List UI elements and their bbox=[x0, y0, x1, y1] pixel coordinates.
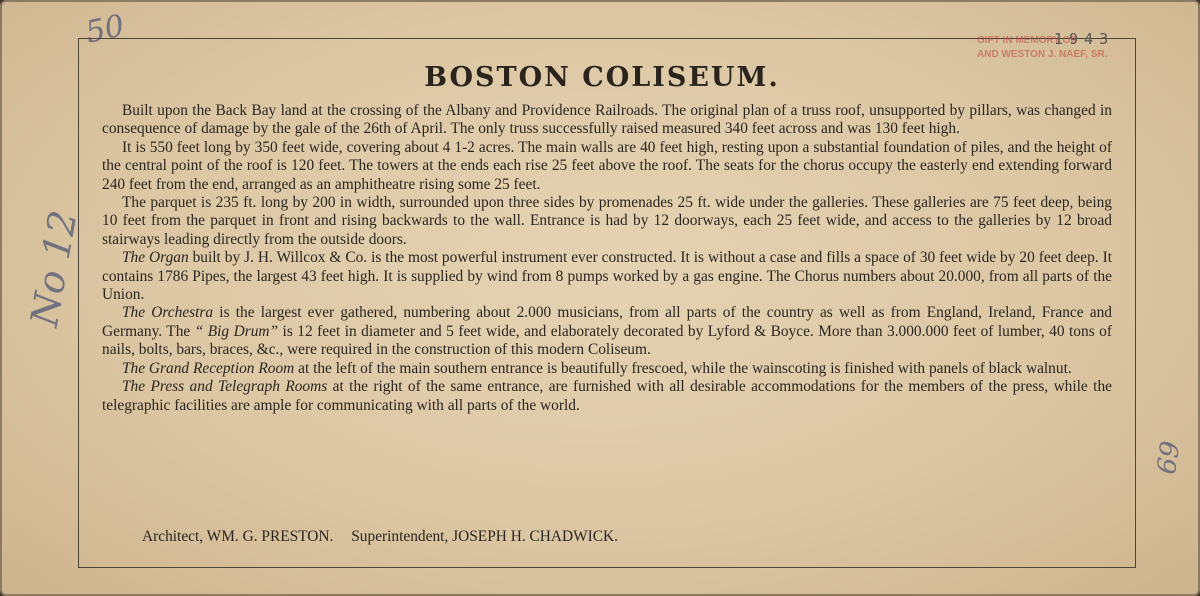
press-heading: The Press and Telegraph Rooms bbox=[122, 378, 328, 396]
stamp-line: GIFT IN MEMORY OF bbox=[977, 35, 1077, 46]
superintendent-credit: Superintendent, JOSEPH H. CHADWICK. bbox=[351, 528, 619, 545]
organ-heading: The Organ bbox=[122, 249, 189, 267]
organ-text: built by J. H. Willcox & Co. is the most powerful instrument ever constructed. It is without a case and fills a space of 30 feet wide by 20 feet deep. It contains 1786 Pipes, the largest 43 feet high. It is supplied by wind from 8 pumps worked by a gas engine. The Chorus numbers about 20.000, from all parts of the Union. bbox=[102, 249, 1112, 304]
handwritten-number: 50 bbox=[82, 8, 128, 51]
paragraph-dimensions: It is 550 feet long by 350 feet wide, covering about 4 1-2 acres. The main walls are 40 feet high, resting upon a substantial foundation of piles, and the height of the central point of the roof is 120 feet. The towers at the ends each rise 25 feet above the roof. The seats for the chorus occupy the easterly end extending forward 240 feet from the end, arranged as an amphitheatre rising some 25 feet. bbox=[102, 138, 1112, 193]
orchestra-heading: The Orchestra bbox=[122, 304, 214, 322]
press-text: at the right of the same entrance, are furnished with all desirable accommodations for the members of the press, while the telegraphic facilities are ample for communicating with all parts of the world. bbox=[102, 378, 1112, 414]
orchestra-text-rest: is 12 feet in diameter and 5 feet wide, and elaborately decorated by Lyford & Boyce. More than 3.000.000 feet of lumber, 40 tons of nails, bolts, bars, braces, &c., were required in the construction of this modern Coliseum. bbox=[102, 322, 1112, 359]
catalog-number: 1943 bbox=[1054, 30, 1115, 48]
paragraph-location: Built upon the Back Bay land at the crossing of the Albany and Providence Railroads. The original plan of a truss roof, unsupported by pillars, was changed in consequence of damage by the gale of the 26th of April. The only truss successfully raised measured 340 feet across and was 130 feet high. bbox=[102, 102, 1112, 138]
description-text bbox=[102, 102, 1112, 415]
handwritten-note: No 12 bbox=[22, 207, 86, 330]
handwritten-number-right: 69 bbox=[1152, 439, 1187, 477]
credits-line bbox=[142, 528, 632, 546]
big-drum-label: “ Big Drum” bbox=[194, 322, 279, 340]
paragraph-reception bbox=[102, 360, 1112, 378]
architect-credit: Architect, WM. G. PRESTON. bbox=[142, 528, 334, 545]
gift-stamp bbox=[977, 34, 1177, 62]
reception-heading: The Grand Reception Room bbox=[122, 359, 295, 377]
stamp-line: AND WESTON J. NAEF, SR. bbox=[977, 49, 1108, 60]
paragraph-press bbox=[102, 378, 1112, 415]
paragraph-organ bbox=[102, 249, 1112, 304]
orchestra-text: is the largest ever gathered, numbering about 2.000 musicians, from all parts of the country as well as from England, Ireland, France and Germany. The bbox=[102, 304, 1112, 340]
card-title: BOSTON COLISEUM. bbox=[424, 62, 780, 93]
reception-text: at the left of the main southern entrance is beautifully frescoed, while the wainscoting is finished with panels of black walnut. bbox=[294, 359, 1072, 377]
paragraph-parquet: The parquet is 235 ft. long by 200 in width, surrounded upon three sides by promenades 25 ft. wide under the galleries. These galleries are 75 feet deep, being 10 feet from the parquet in front and rising backwards to the wall. Entrance is had by 12 doorways, each 25 feet wide, and access to the galleries by 12 broad stairways leading directly from the outside doors. bbox=[102, 194, 1112, 248]
paragraph-orchestra bbox=[102, 304, 1112, 359]
